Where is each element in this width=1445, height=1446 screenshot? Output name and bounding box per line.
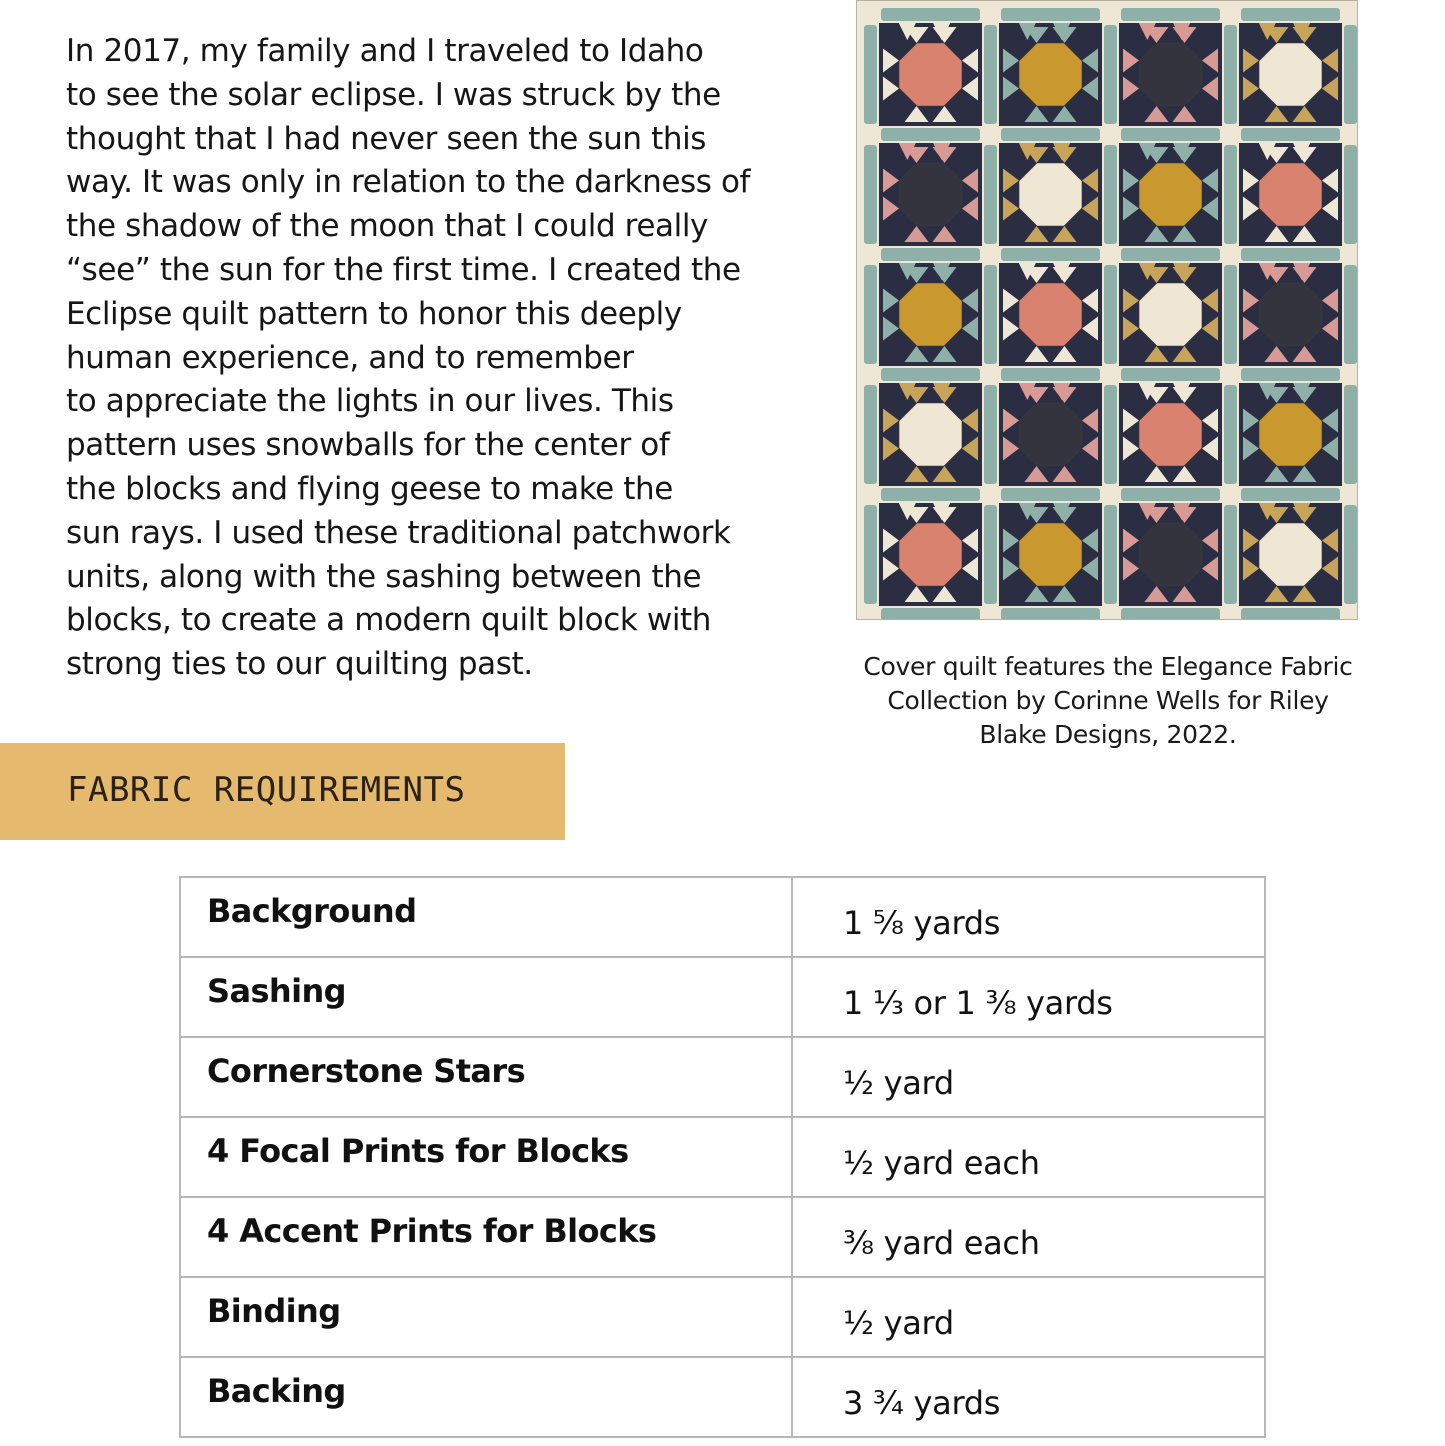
caption-line: Collection by Corinne Wells for Riley <box>887 686 1329 715</box>
table-row <box>180 1037 1265 1117</box>
table-row <box>180 1117 1265 1197</box>
fabric-name: 4 Focal Prints for Blocks <box>180 1117 792 1197</box>
table-row <box>180 1277 1265 1357</box>
table-row <box>180 1357 1265 1437</box>
section-title: FABRIC REQUIREMENTS <box>67 770 466 810</box>
intro-line: strong ties to our quilting past. <box>66 646 533 683</box>
fabric-amount: ½ yard <box>792 1037 1265 1117</box>
quilt-illustration <box>857 1 1357 619</box>
intro-line: way. It was only in relation to the darkness of <box>66 164 751 201</box>
intro-line: Eclipse quilt pattern to honor this deeply <box>66 295 682 332</box>
fabric-name: Binding <box>180 1277 792 1357</box>
fabric-requirements-table <box>179 876 1266 1438</box>
intro-line: blocks, to create a modern quilt block with <box>66 602 712 639</box>
fabric-amount: 1 ⅝ yards <box>792 877 1265 957</box>
fabric-name: Backing <box>180 1357 792 1437</box>
quilt-image <box>856 0 1358 620</box>
caption-line: Cover quilt features the Elegance Fabric <box>863 652 1353 681</box>
table-row <box>180 1197 1265 1277</box>
intro-line: sun rays. I used these traditional patchwork <box>66 514 731 551</box>
fabric-name: Sashing <box>180 957 792 1037</box>
intro-line: the shadow of the moon that I could really <box>66 208 708 245</box>
fabric-amount: 1 ⅓ or 1 ⅜ yards <box>792 957 1265 1037</box>
fabric-name: Cornerstone Stars <box>180 1037 792 1117</box>
table-row <box>180 957 1265 1037</box>
fabric-amount: 3 ¾ yards <box>792 1357 1265 1437</box>
intro-line: In 2017, my family and I traveled to Idaho <box>66 33 704 69</box>
fabric-name: 4 Accent Prints for Blocks <box>180 1197 792 1277</box>
intro-line: “see” the sun for the first time. I created the <box>66 251 741 288</box>
fabric-amount: ½ yard each <box>792 1117 1265 1197</box>
fabric-amount: ⅜ yard each <box>792 1197 1265 1277</box>
caption-line: Blake Designs, 2022. <box>979 720 1237 749</box>
fabric-amount: ½ yard <box>792 1277 1265 1357</box>
intro-line: to appreciate the lights in our lives. This <box>66 383 674 420</box>
intro-line: pattern uses snowballs for the center of <box>66 427 670 464</box>
intro-line: human experience, and to remember <box>66 339 634 376</box>
table-row <box>180 877 1265 957</box>
fabric-name: Background <box>180 877 792 957</box>
intro-paragraph <box>66 30 826 687</box>
intro-line: the blocks and flying geese to make the <box>66 470 673 507</box>
intro-line: units, along with the sashing between the <box>66 558 702 595</box>
image-caption <box>830 650 1386 752</box>
intro-line: to see the solar eclipse. I was struck by the <box>66 76 721 113</box>
intro-line: thought that I had never seen the sun this <box>66 120 707 157</box>
